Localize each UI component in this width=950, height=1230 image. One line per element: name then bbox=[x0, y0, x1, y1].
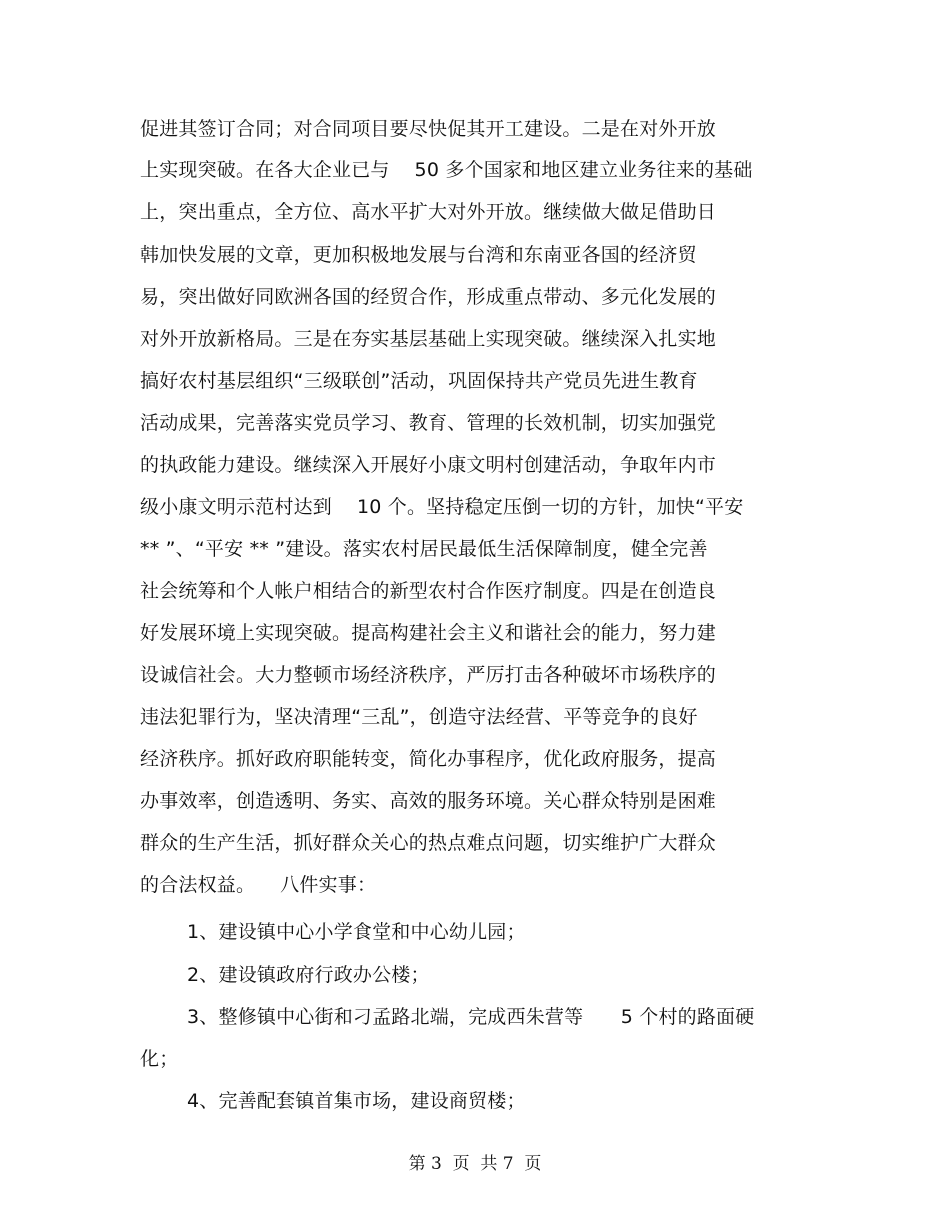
page-number-footer: 第 3 页 共 7 页 bbox=[408, 1154, 542, 1174]
body-text-line: 上，突出重点，全方位、高水平扩大对外开放。继续做大做足借助日 bbox=[140, 201, 717, 223]
body-text-line: 办事效率，创造透明、务实、高效的服务环境。关心群众特别是困难 bbox=[140, 790, 717, 812]
list-item: 2、建设镇政府行政办公楼； bbox=[187, 964, 430, 986]
body-text-line: 的执政能力建设。继续深入开展好小康文明村创建活动，争取年内市 bbox=[140, 454, 717, 476]
body-text-line: 促进其签订合同；对合同项目要尽快促其开工建设。二是在对外开放 bbox=[140, 118, 717, 140]
list-item-continuation: 化； bbox=[140, 1048, 179, 1070]
body-text-line: 群众的生产生活，抓好群众关心的热点难点问题，切实维护广大群众 bbox=[140, 832, 717, 854]
body-text-line: 对外开放新格局。三是在夯实基层基础上实现突破。继续深入扎实地 bbox=[140, 328, 717, 350]
body-text-line: 经济秩序。抓好政府职能转变，简化办事程序，优化政府服务，提高 bbox=[140, 748, 717, 770]
body-text-line: ** ”、“平安 ** ”建设。落实农村居民最低生活保障制度，健全完善 bbox=[140, 538, 708, 560]
body-text-line: 上实现突破。在各大企业已与 50 多个国家和地区建立业务往来的基础 bbox=[140, 159, 753, 181]
body-text-line: 社会统筹和个人帐户相结合的新型农村合作医疗制度。四是在创造良 bbox=[140, 580, 717, 602]
body-text-line: 设诚信社会。大力整顿市场经济秩序，严厉打击各种破坏市场秩序的 bbox=[140, 664, 717, 686]
body-text-line: 好发展环境上实现突破。提高构建社会主义和谐社会的能力，努力建 bbox=[140, 622, 717, 644]
body-text-line: 搞好农村基层组织“三级联创”活动，巩固保持共产党员先进生教育 bbox=[140, 370, 698, 392]
list-item: 1、建设镇中心小学食堂和中心幼儿园； bbox=[187, 921, 526, 943]
body-text-line: 韩加快发展的文章，更加积极地发展与台湾和东南亚各国的经济贸 bbox=[140, 244, 697, 266]
body-text-line: 易，突出做好同欧洲各国的经贸合作，形成重点带动、多元化发展的 bbox=[140, 286, 717, 308]
body-text-line: 违法犯罪行为，坚决清理“三乱”，创造守法经营、平等竞争的良好 bbox=[140, 706, 698, 728]
body-text-line: 级小康文明示范村达到 10 个。坚持稳定压倒一切的方针，加快“平安 bbox=[140, 496, 744, 518]
body-text-line: 的合法权益。 八件实事： bbox=[140, 874, 377, 896]
list-item: 4、完善配套镇首集市场，建设商贸楼； bbox=[187, 1090, 526, 1112]
list-item: 3、整修镇中心街和刁孟路北端，完成西朱营等 5 个村的路面硬 bbox=[187, 1006, 755, 1028]
body-text-line: 活动成果，完善落实党员学习、教育、管理的长效机制，切实加强党 bbox=[140, 412, 717, 434]
